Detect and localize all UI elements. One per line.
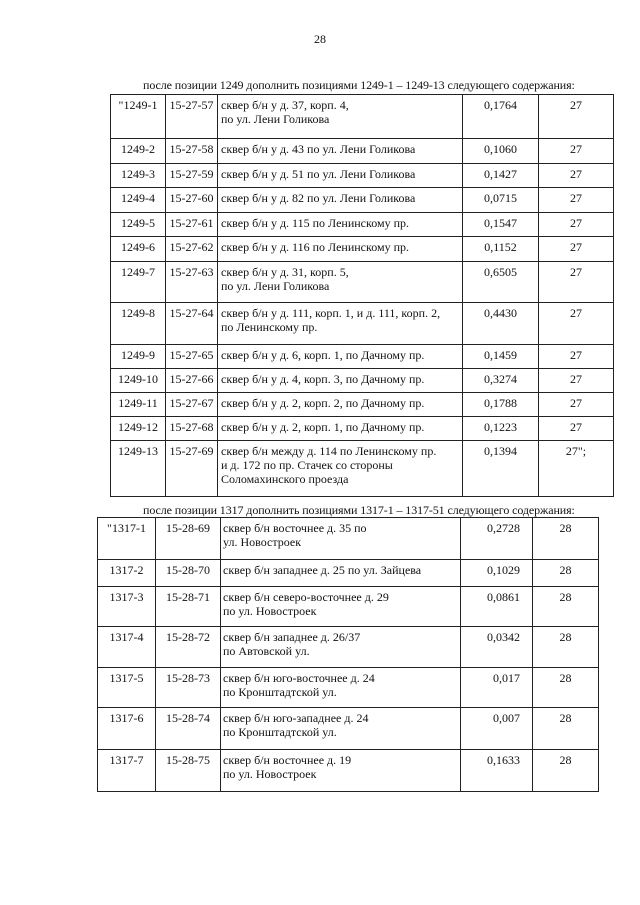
table-row: [111, 164, 614, 188]
description-cell: [221, 668, 461, 708]
code-cell: 15-28-69: [156, 518, 221, 560]
area-cell: 0,1223: [463, 417, 539, 441]
description-cell: [218, 417, 463, 441]
position-cell: 1249-13: [111, 441, 166, 497]
district-cell: 27: [539, 188, 614, 213]
description-cell: [218, 345, 463, 369]
district-cell: 27";: [539, 441, 614, 497]
desc-line: сквер б/н у д. 111, корп. 1, и д. 111, корп. 2, по Ленинскому пр.: [221, 306, 441, 334]
district-cell: 27: [539, 393, 614, 417]
description-cell: [221, 560, 461, 587]
code-cell: 15-27-66: [166, 369, 218, 393]
area-cell: 0,0715: [463, 188, 539, 213]
position-cell: "1317-1: [98, 518, 156, 560]
position-cell: 1249-9: [111, 345, 166, 369]
desc-line: сквер б/н у д. 115 по Ленинскому пр.: [221, 216, 410, 230]
description-cell: [218, 139, 463, 164]
table-row: [98, 518, 599, 560]
code-cell: 15-27-59: [166, 164, 218, 188]
desc-line: сквер б/н у д. 82 по ул. Лени Голикова: [221, 191, 416, 205]
page-number: 28: [314, 32, 326, 46]
description-cell: [218, 188, 463, 213]
position-cell: 1317-4: [98, 627, 156, 668]
table-row: [111, 95, 614, 139]
table-row: [111, 303, 614, 345]
description-cell: [218, 164, 463, 188]
position-cell: 1317-5: [98, 668, 156, 708]
area-cell: 0,1633: [461, 750, 533, 792]
table-row: [111, 441, 614, 497]
area-cell: 0,1029: [461, 560, 533, 587]
area-cell: 0,2728: [461, 518, 533, 560]
district-cell: 28: [533, 708, 599, 750]
position-cell: 1249-4: [111, 188, 166, 213]
area-cell: 0,1394: [463, 441, 539, 497]
positions-table-1249: [110, 94, 614, 497]
description-cell: [218, 262, 463, 303]
desc-line: сквер б/н западнее д. 25 по ул. Зайцева: [223, 563, 422, 577]
area-cell: 0,017: [461, 668, 533, 708]
position-cell: 1317-6: [98, 708, 156, 750]
table-row: [111, 237, 614, 262]
desc-line: сквер б/н у д. 4, корп. 3, по Дачному пр.: [221, 372, 425, 386]
district-cell: 28: [533, 560, 599, 587]
code-cell: 15-27-58: [166, 139, 218, 164]
description-cell: [221, 587, 461, 627]
area-cell: 0,007: [461, 708, 533, 750]
area-cell: 0,4430: [463, 303, 539, 345]
table-row: [98, 587, 599, 627]
table-row: [111, 369, 614, 393]
desc-line: сквер б/н у д. 2, корп. 2, по Дачному пр.: [221, 396, 425, 410]
code-cell: 15-28-73: [156, 668, 221, 708]
area-cell: 0,1764: [463, 95, 539, 139]
description-cell: [218, 303, 463, 345]
desc-line: сквер б/н восточнее д. 35 по ул. Новостроек: [223, 521, 367, 549]
desc-line: сквер б/н у д. 116 по Ленинскому пр.: [221, 240, 410, 254]
desc-line: сквер б/н у д. 43 по ул. Лени Голикова: [221, 142, 416, 156]
table-row: [111, 262, 614, 303]
description-cell: [218, 95, 463, 139]
desc-line: сквер б/н юго-восточнее д. 24 по Кронштадтской ул.: [223, 671, 375, 699]
area-cell: 0,1547: [463, 213, 539, 237]
table-body: [111, 95, 614, 497]
code-cell: 15-28-72: [156, 627, 221, 668]
description-cell: [218, 213, 463, 237]
table-row: [111, 139, 614, 164]
code-cell: 15-28-74: [156, 708, 221, 750]
position-cell: "1249-1: [111, 95, 166, 139]
table-body: [98, 518, 599, 792]
desc-line: сквер б/н юго-западнее д. 24 по Кронштадтской ул.: [223, 711, 369, 739]
table-row: [98, 708, 599, 750]
desc-line: сквер б/н у д. 2, корп. 1, по Дачному пр.: [221, 420, 425, 434]
description-cell: [218, 237, 463, 262]
district-cell: 27: [539, 164, 614, 188]
district-cell: 27: [539, 237, 614, 262]
position-cell: 1317-7: [98, 750, 156, 792]
district-cell: 27: [539, 369, 614, 393]
description-cell: [221, 750, 461, 792]
position-cell: 1249-5: [111, 213, 166, 237]
district-cell: 27: [539, 262, 614, 303]
desc-line: сквер б/н у д. 6, корп. 1, по Дачному пр.: [221, 348, 425, 362]
description-cell: [218, 441, 463, 497]
table-row: [111, 345, 614, 369]
code-cell: 15-28-71: [156, 587, 221, 627]
area-cell: 0,6505: [463, 262, 539, 303]
position-cell: 1249-8: [111, 303, 166, 345]
description-cell: [221, 518, 461, 560]
desc-line: сквер б/н у д. 31, корп. 5, по ул. Лени Голикова: [221, 265, 349, 293]
code-cell: 15-27-65: [166, 345, 218, 369]
table-row: [98, 560, 599, 587]
table-row: [98, 668, 599, 708]
section1-intro: после позиции 1249 дополнить позициями 1249-1 – 1249-13 следующего содержания:: [143, 78, 575, 92]
code-cell: 15-27-62: [166, 237, 218, 262]
description-cell: [218, 369, 463, 393]
position-cell: 1249-6: [111, 237, 166, 262]
area-cell: 0,1152: [463, 237, 539, 262]
district-cell: 27: [539, 345, 614, 369]
area-cell: 0,0342: [461, 627, 533, 668]
code-cell: 15-27-60: [166, 188, 218, 213]
desc-line: сквер б/н западнее д. 26/37 по Автовской ул.: [223, 630, 361, 658]
position-cell: 1249-10: [111, 369, 166, 393]
district-cell: 28: [533, 750, 599, 792]
code-cell: 15-28-70: [156, 560, 221, 587]
position-cell: 1249-3: [111, 164, 166, 188]
table-row: [111, 417, 614, 441]
area-cell: 0,1788: [463, 393, 539, 417]
code-cell: 15-27-57: [166, 95, 218, 139]
code-cell: 15-27-68: [166, 417, 218, 441]
area-cell: 0,1427: [463, 164, 539, 188]
district-cell: 27: [539, 417, 614, 441]
district-cell: 28: [533, 668, 599, 708]
desc-line: сквер б/н между д. 114 по Ленинскому пр. и д. 172 по пр. Стачек со стороны Соломахинского проезда: [221, 444, 437, 486]
table-row: [111, 393, 614, 417]
positions-table-1317: [97, 517, 599, 792]
district-cell: 27: [539, 303, 614, 345]
position-cell: 1249-7: [111, 262, 166, 303]
description-cell: [218, 393, 463, 417]
desc-line: сквер б/н у д. 51 по ул. Лени Голикова: [221, 167, 416, 181]
desc-line: сквер б/н у д. 37, корп. 4, по ул. Лени Голикова: [221, 98, 349, 126]
description-cell: [221, 708, 461, 750]
position-cell: 1317-3: [98, 587, 156, 627]
district-cell: 28: [533, 587, 599, 627]
table-row: [111, 213, 614, 237]
area-cell: 0,1060: [463, 139, 539, 164]
description-cell: [221, 627, 461, 668]
district-cell: 27: [539, 95, 614, 139]
position-cell: 1317-2: [98, 560, 156, 587]
code-cell: 15-27-63: [166, 262, 218, 303]
area-cell: 0,3274: [463, 369, 539, 393]
code-cell: 15-27-61: [166, 213, 218, 237]
section2-intro: после позиции 1317 дополнить позициями 1317-1 – 1317-51 следующего содержания:: [143, 503, 575, 517]
desc-line: сквер б/н восточнее д. 19 по ул. Новостроек: [223, 753, 352, 781]
area-cell: 0,1459: [463, 345, 539, 369]
code-cell: 15-27-67: [166, 393, 218, 417]
code-cell: 15-27-64: [166, 303, 218, 345]
code-cell: 15-27-69: [166, 441, 218, 497]
district-cell: 28: [533, 518, 599, 560]
desc-line: сквер б/н северо-восточнее д. 29 по ул. Новостроек: [223, 590, 389, 618]
table-row: [111, 188, 614, 213]
table-row: [98, 627, 599, 668]
position-cell: 1249-11: [111, 393, 166, 417]
position-cell: 1249-2: [111, 139, 166, 164]
district-cell: 28: [533, 627, 599, 668]
district-cell: 27: [539, 213, 614, 237]
code-cell: 15-28-75: [156, 750, 221, 792]
position-cell: 1249-12: [111, 417, 166, 441]
table-row: [98, 750, 599, 792]
area-cell: 0,0861: [461, 587, 533, 627]
district-cell: 27: [539, 139, 614, 164]
